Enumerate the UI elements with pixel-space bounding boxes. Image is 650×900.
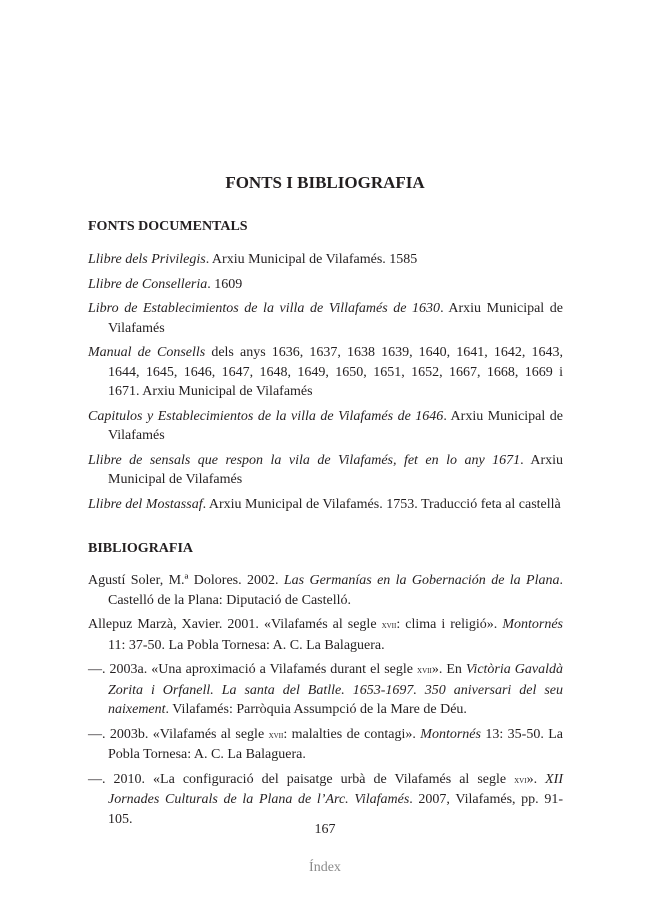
list-item [88,615,563,655]
citation-author: —. 2003a. «Una aproximació a Vilafamés durant el segle [88,662,418,677]
source-details: . Arxiu Municipal de Vilafamés. 1753. Traducció feta al castellà [202,496,561,512]
century-numeral: xvii [417,665,432,676]
section-heading-bibliography: BIBLIOGRAFIA [88,541,194,556]
source-title: Llibre dels Privilegis [88,252,206,267]
section-heading-fonts: FONTS DOCUMENTALS [88,219,248,234]
citation-title: Las Germanías en la Gobernación de la Plana [283,573,560,588]
citation-title: Montornés [420,726,481,742]
citation-author: —. 2003b. «Vilafamés al segle [88,726,269,742]
page-number: 167 [314,822,336,837]
citation-text: : malalties de contagi». [283,726,421,742]
source-title: Manual de Consells [88,345,206,360]
bibliography-list [88,571,563,834]
source-title: Libro de Establecimientos de la villa de Villafamés de 1630 [88,301,441,316]
list-item [88,571,563,610]
citation-details: . 2007, Vilafamés, pp. 91-105. [108,792,564,827]
citation-text: ». [526,771,546,787]
century-numeral: xvi [514,774,527,786]
citation-details: 13: 35-50. La Pobla Tornesa: A. C. La Balaguera. [108,726,563,762]
list-item [88,451,563,490]
citation-details: . Castelló de la Plana: Diputació de Castelló. [108,573,563,608]
citation-text: ». En [431,662,466,677]
source-details: . Arxiu Municipal de Vilafamés [108,301,563,336]
source-details: . Arxiu Municipal de Vilafamés. 1585 [205,252,418,267]
century-numeral: xvii [381,620,397,631]
page-title: FONTS I BIBLIOGRAFIA [225,173,425,192]
source-details: . Arxiu Municipal de Vilafamés [108,408,564,443]
citation-title: Montornés [502,617,563,632]
list-item [88,299,563,338]
list-item [88,343,563,402]
source-details: . 1609 [207,276,243,292]
citation-author: Allepuz Marzà, Xavier. 2001. «Vilafamés al segle [88,617,382,632]
citation-details: . Vilafamés: Parròquia Assumpció de la Mare de Déu. [165,702,467,717]
citation-details: 11: 37-50. La Pobla Tornesa: A. C. La Balaguera. [108,637,385,653]
list-item [88,660,563,720]
citation-title: XII Jornades Culturals de la Plana de l’Arc. Vilafamés [108,771,563,807]
source-title: Llibre del Mostassaf [88,496,203,512]
fonts-list [88,250,563,519]
source-details: . Arxiu Municipal de Vilafamés [108,452,563,487]
citation-title: Victòria Gavaldà Zorita i Orfanell. La santa del Batlle. 1653-1697. 350 aniversari del seu naixement [108,662,564,717]
source-details: dels anys 1636, 1637, 1638 1639, 1640, 1641, 1642, 1643, 1644, 1645, 1646, 1647, 1648, 1649, 1650, 1651, 1652, 1667, 1668, 1669 i 1671. Arxiu Municipal de Vilafamés [108,345,564,399]
source-title: Llibre de sensals que respon la vila de Vilafamés, fet en lo any 1671 [88,452,521,468]
citation-author: Agustí Soler, M.ª Dolores. 2002. [88,573,284,588]
list-item [88,770,563,830]
source-title: Capitulos y Establecimientos de la villa de Vilafamés de 1646 [88,408,444,424]
citation-author: —. 2010. «La configuració del paisatge urbà de Vilafamés al segle [88,771,515,787]
list-item [88,495,563,515]
citation-text: : clima i religió». [396,617,503,632]
source-title: Llibre de Conselleria [88,276,208,292]
list-item [88,725,563,765]
list-item [88,275,563,295]
century-numeral: xvii [268,729,284,741]
list-item [88,250,563,270]
list-item [88,407,563,446]
index-link[interactable]: Índex [309,860,341,875]
